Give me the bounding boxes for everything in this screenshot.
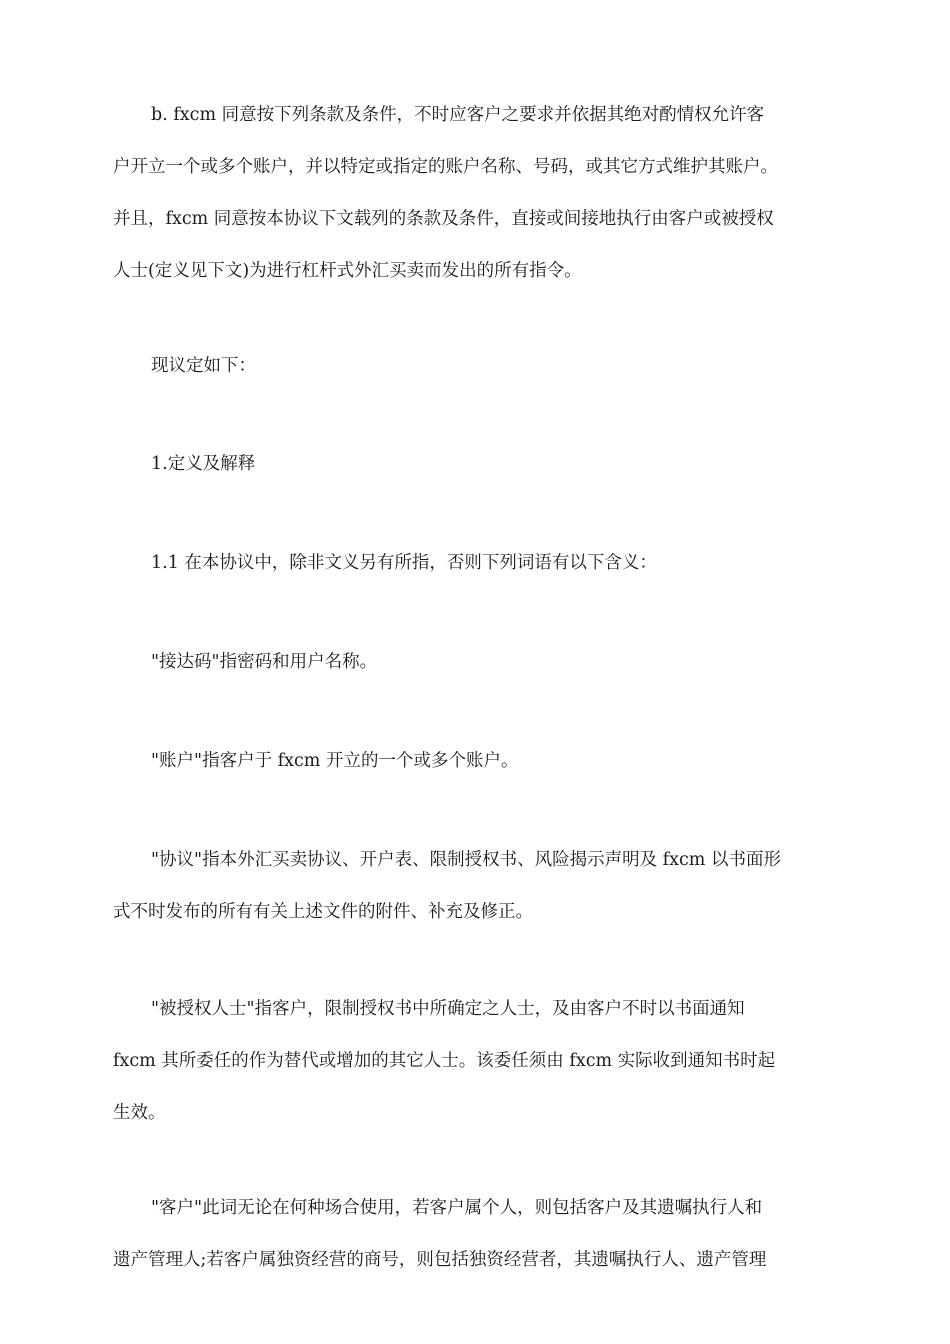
text-line: fxcm 其所委任的作为替代或增加的其它人士。该委任须由 fxcm 实际收到通知书时起: [113, 1051, 776, 1071]
text-line: "账户"指客户于 fxcm 开立的一个或多个账户。: [151, 751, 519, 771]
text-line: "客户"此词无论在何种场合使用，若客户属个人，则包括客户及其遗嘱执行人和: [151, 1198, 763, 1218]
section-heading: 1.定义及解释: [151, 454, 256, 474]
text-line: 人士(定义见下文)为进行杠杆式外汇买卖而发出的所有指令。: [113, 261, 582, 281]
text-line: 1.1 在本协议中，除非文义另有所指，否则下列词语有以下含义：: [151, 553, 657, 573]
text-line: "协议"指本外汇买卖协议、开户表、限制授权书、风险揭示声明及 fxcm 以书面形: [151, 850, 781, 870]
definition-authorized-person: [113, 983, 843, 1139]
definition-client: [113, 1182, 843, 1286]
text-line: 生效。: [113, 1103, 166, 1123]
paragraph-b: [113, 89, 843, 297]
definition-access-code: [113, 636, 843, 688]
text-line: 并且，fxcm 同意按本协议下文载列的条款及条件，直接或间接地执行由客户或被授权: [113, 209, 774, 229]
text-line: 现议定如下：: [151, 356, 256, 376]
section-heading-definitions: [113, 438, 843, 490]
text-line: 户开立一个或多个账户，并以特定或指定的账户名称、号码，或其它方式维护其账户。: [113, 157, 778, 177]
paragraph-agreed: [113, 340, 843, 392]
text-line: "被授权人士"指客户，限制授权书中所确定之人士，及由客户不时以书面通知: [151, 999, 745, 1019]
definition-account: [113, 735, 843, 787]
text-line: b. fxcm 同意按下列条款及条件，不时应客户之要求并依据其绝对酌情权允许客: [151, 105, 765, 125]
text-line: 遗产管理人;若客户属独资经营的商号，则包括独资经营者，其遗嘱执行人、遗产管理: [113, 1250, 767, 1270]
paragraph-1-1: [113, 537, 843, 589]
text-line: "接达码"指密码和用户名称。: [151, 652, 378, 672]
definition-agreement: [113, 834, 843, 938]
text-line: 式不时发布的所有有关上述文件的附件、补充及修正。: [113, 902, 533, 922]
